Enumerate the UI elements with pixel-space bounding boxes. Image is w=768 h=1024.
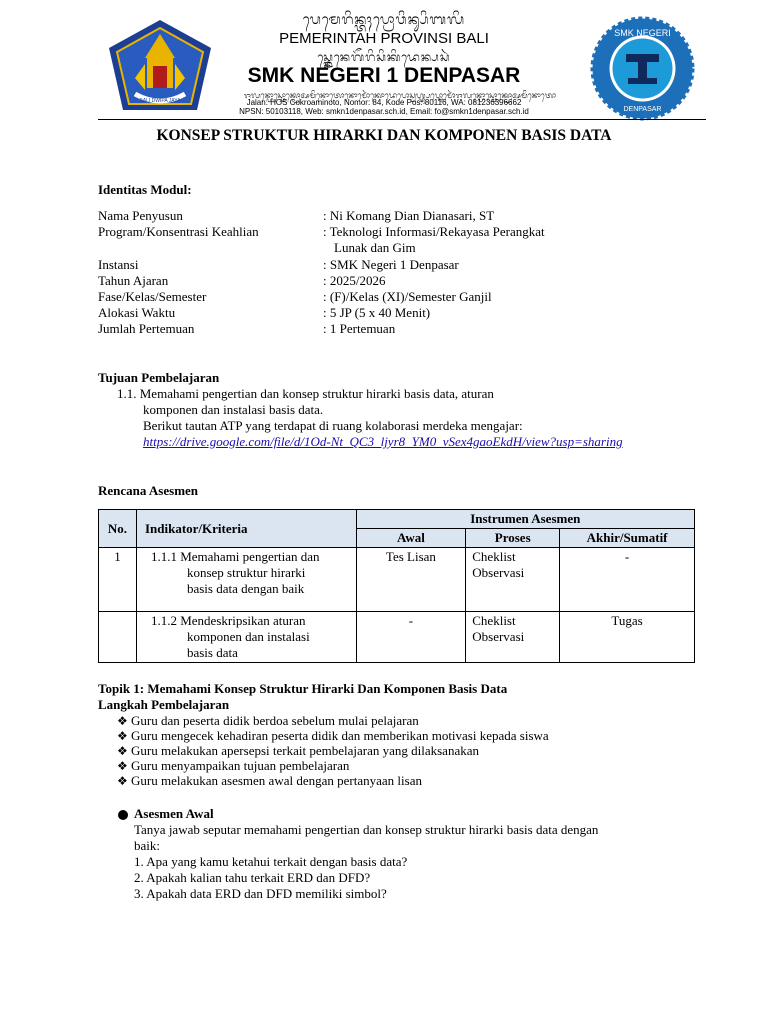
tujuan-line-1: 1.1. Memahami pengertian dan konsep struktur hirarki basis data, aturan [117,386,494,401]
identitas-heading: Identitas Modul: [98,182,192,197]
indikator-line: komponen dan instalasi [186,629,310,644]
header-address: Jalan: HOS Cokroaminoto, Nomor: 84, Kode Pos: 80116, WA: 081236396662 [246,98,522,107]
cell-awal: - [356,612,466,663]
atp-link[interactable]: https://drive.google.com/file/d/1Od-Nt_QC3_ljyr8_YM0_vSex4gaoEkdH/view?usp=sharing [143,434,623,449]
list-item-text: Guru mengecek kehadiran peserta didik dan memberikan motivasi kepada siswa [131,728,549,743]
proses-line: Observasi [472,629,525,644]
col-header-proses: Proses [466,529,560,548]
tujuan-line-2: komponen dan instalasi basis data. [143,402,324,417]
topik-heading: Topik 1: Memahami Konsep Struktur Hirarki Dan Komponen Basis Data [98,681,508,696]
asesmen-awal-intro-continued: baik: [134,838,160,853]
logo-right-bottom-text: DENPASAR [623,106,662,113]
col-header-instrumen: Instrumen Asesmen [356,510,694,529]
identitas-value: : (F)/Kelas (XI)/Semester Ganjil [323,289,492,304]
identitas-value: : 1 Pertemuan [323,321,396,336]
header-divider [98,119,706,120]
cell-akhir: - [560,548,695,612]
bullet-dot-icon [118,810,128,820]
diamond-bullet-icon: ❖ [117,774,128,788]
list-item-text: Guru melakukan apersepsi terkait pembelajaran yang dilaksanakan [131,743,479,758]
list-item [117,758,349,774]
identitas-value: : 2025/2026 [323,273,386,288]
langkah-heading: Langkah Pembelajaran [98,697,230,712]
list-item-text: Guru dan peserta didik berdoa sebelum mulai pelajaran [131,713,419,728]
cell-indikator [136,612,356,663]
indikator-line: 1.1.1 Memahami pengertian dan [150,549,320,564]
list-item [117,773,422,789]
col-header-akhir: Akhir/Sumatif [560,529,695,548]
identitas-label: Program/Konsentrasi Keahlian [98,224,259,239]
identitas-label: Fase/Kelas/Semester [98,289,207,304]
list-item [117,743,479,759]
question-item: 3. Apakah data ERD dan DFD memiliki simbol? [134,886,387,901]
identitas-value: : Teknologi Informasi/Rekayasa Perangkat [323,224,545,239]
list-item-text: Guru menyampaikan tujuan pembelajaran [131,758,350,773]
header-province: PEMERINTAH PROVINSI BALI [279,30,489,47]
tujuan-heading: Tujuan Pembelajaran [98,370,220,385]
identitas-label: Nama Penyusun [98,208,183,223]
identitas-label: Jumlah Pertemuan [98,321,195,336]
identitas-value: : Ni Komang Dian Dianasari, ST [323,208,495,223]
indikator-line: konsep struktur hirarki [186,565,306,580]
question-item: 1. Apa yang kamu ketahui terkait dengan basis data? [134,854,408,869]
identitas-label: Tahun Ajaran [98,273,169,288]
table-row [99,612,695,663]
header-balinese-line-1: ᬧᬾᬫᬾᬭᬶᬦ᭄ᬢᬄᬧ᭄ᬭᭀᬯᬶᬦ᭄ᬲᬶᬩᬮᬶ [302,12,466,28]
asesmen-awal-heading: Asesmen Awal [134,806,214,821]
asesmen-awal-intro: Tanya jawab seputar memahami pengertian dan konsep struktur hirarki basis data dengan [134,822,599,837]
indikator-line: basis data [186,645,238,660]
question-item: 2. Apakah kalian tahu terkait ERD dan DFD? [134,870,371,885]
diamond-bullet-icon: ❖ [117,714,128,728]
list-item-text: Guru melakukan asesmen awal dengan pertanyaan lisan [131,773,422,788]
col-header-awal: Awal [356,529,466,548]
rencana-heading: Rencana Asesmen [98,483,199,498]
header-npsn: NPSN: 50103118, Web: smkn1denpasar.sch.id, Email: fo@smkn1denpasar.sch.id [239,107,529,116]
tujuan-line-3: Berikut tautan ATP yang terdapat di ruang kolaborasi merdeka mengajar: [143,418,523,433]
list-item [117,713,419,729]
cell-no: 1 [99,548,137,612]
proses-line: Cheklist [472,549,516,564]
identitas-value-continued: Lunak dan Gim [334,240,416,255]
header-balinese-line-2: ᬲ᭄ᬫ᭄ᬓᬾᬦᬾᬕᭂᬭᬶᬲᬶᬓᬶᬤᬾᬦ᭄ᬧᬲᬃ [317,50,451,64]
indikator-line: 1.1.2 Mendeskripsikan aturan [150,613,306,628]
list-item [117,728,549,744]
identitas-label: Instansi [98,257,139,272]
assessment-table [98,509,695,663]
indikator-line: basis data dengan baik [186,581,305,596]
header-balinese-line-3: ᬚᬮᬦ᭄ᬳᭀᬲ᭄ᬘᭀᬓ᭄ᬭᭀᬅᬫᬶᬦᭀᬢᭀᬦᭀᬫᭀᬃᬓᭀᬤᬾᬧᭀᬲ᭄ᬯᬳ᭄ᬢ᭄ᬲᬧ᭄ᬦᭀᬫᭀᬃᬚᬮᬦ᭄ᬳᭀᬲ᭄ᬘᭀᬓ᭄ᬭᭀᬅᬫᬶᬦᭀᬢᭀ [243,91,557,100]
table-row [99,548,695,612]
cell-proses [466,548,560,612]
document-title: KONSEP STRUKTUR HIRARKI DAN KOMPONEN BASIS DATA [156,127,612,144]
col-header-no: No. [99,510,137,548]
cell-awal: Tes Lisan [356,548,466,612]
diamond-bullet-icon: ❖ [117,729,128,743]
col-header-indikator: Indikator/Kriteria [136,510,356,548]
cell-proses [466,612,560,663]
header-school-name: SMK NEGERI 1 DENPASAR [247,64,521,87]
identitas-label: Alokasi Waktu [98,305,176,320]
identitas-value: : SMK Negeri 1 Denpasar [323,257,459,272]
cell-no [99,612,137,663]
identitas-value: : 5 JP (5 x 40 Menit) [323,305,431,320]
diamond-bullet-icon: ❖ [117,744,128,758]
proses-line: Observasi [472,565,525,580]
logo-right-top-text: SMK NEGERI [614,28,671,38]
cell-indikator [136,548,356,612]
diamond-bullet-icon: ❖ [117,759,128,773]
logo-left-motto: BALI DWIPA JAYA [139,98,181,104]
proses-line: Cheklist [472,613,516,628]
cell-akhir: Tugas [560,612,695,663]
